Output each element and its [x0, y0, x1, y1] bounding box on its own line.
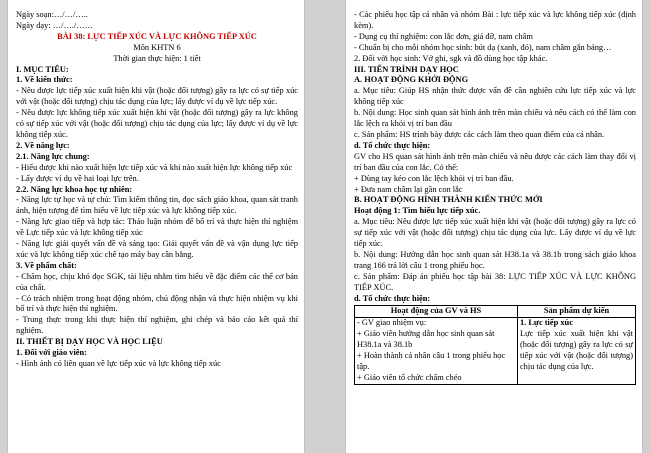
left-page-content — [16, 10, 298, 370]
table-cell-line: + Giáo viên hướng dẫn học sinh quan sát H38.1a và 38.1b — [357, 329, 495, 350]
left-line: - Chăm học, chịu khó đọc SGK, tài liệu nhằm tìm hiểu về đặc điểm các thể cơ bản của chất. — [16, 271, 298, 292]
right-line: d. Tổ chức thực hiện: — [354, 293, 431, 303]
left-line: - Trung thực trong khi thực hiện thí nghiệm, ghi chép và báo cáo kết quả thí nghiệm. — [16, 315, 298, 336]
left-line: 2.2. Năng lực khoa học tự nhiên: — [16, 184, 133, 194]
left-line: - Năng lực giải quyết vấn đề và sáng tạo: Giải quyết vấn đề và vận dụng lực tiếp xúc và lực không tiếp xúc chế tạo máy bay cân bằng. — [16, 239, 298, 259]
right-page — [346, 0, 642, 453]
left-line: - Nêu được lực không tiếp xúc xuất hiện khi vật (hoặc đối tượng) gây ra lực không có sự tiếp xúc với vật (hoặc đối tượng) chịu tác dụng của lực; lấy được ví dụ về lực không tiếp xúc. — [16, 108, 298, 139]
table-cell-line: + Giáo viên tổ chức chấm chéo — [357, 372, 462, 382]
right-line: a. Mục tiêu: Giúp HS nhận thức được vấn đề cần nghiên cứu lực tiếp xúc và lực không tiếp xúc — [354, 86, 636, 107]
right-line: III. TIẾN TRÌNH DẠY HỌC — [354, 64, 459, 74]
left-line: 3. Về phẩm chất: — [16, 260, 77, 270]
right-line: A. HOẠT ĐỘNG KHỞI ĐỘNG — [354, 75, 469, 85]
table-header-cell: Sản phẩm dự kiến — [517, 306, 635, 318]
left-line: - Lấy được ví dụ về hai loại lực trên. — [16, 173, 139, 183]
right-line: Hoạt động 1: Tìm hiểu lực tiếp xúc. — [354, 206, 481, 216]
left-line: 2. Về năng lực: — [16, 140, 70, 150]
left-page — [8, 0, 304, 453]
right-line: B. HOẠT ĐỘNG HÌNH THÀNH KIẾN THỨC MỚI — [354, 195, 543, 205]
right-line: c. Sản phẩm: HS trình bày được các cách làm theo quan điểm của cá nhân. — [354, 129, 605, 139]
table-cell-line: - GV giao nhiệm vụ: — [357, 318, 427, 328]
left-line: - Năng lực giao tiếp và hợp tác: Thảo luận nhóm để bố trí và thực hiện thí nghiệm về Lực tiếp xúc và lực không tiếp xúc — [16, 217, 298, 238]
table-cell-product — [517, 318, 635, 384]
table-cell-line: + Hoàn thành cá nhân câu 1 trong phiếu học tập. — [357, 351, 506, 371]
right-line: - Dụng cụ thí nghiệm: con lắc đơn, giá đỡ, nam châm — [354, 31, 533, 41]
left-line: - Nêu được lực tiếp xúc xuất hiện khi vật (hoặc đối tượng) gây ra lực có sự tiếp xúc với vật (hoặc đối tượng) chịu tác dụng của lực; lấy được ví dụ về lực tiếp xúc. — [16, 86, 298, 107]
left-line: Thời gian thực hiện: 1 tiết — [113, 53, 201, 63]
activity-table — [354, 305, 636, 384]
right-line: c. Sản phẩm: Đáp án phiếu học tập bài 38: LỰC TIẾP XÚC VÀ LỰC KHÔNG TIẾP XÚC. — [354, 271, 636, 292]
table-header-cell: Hoạt động của GV và HS — [355, 306, 518, 318]
right-line: d. Tổ chức thực hiện: — [354, 140, 431, 150]
right-line: a. Mục tiêu: Nêu được lực tiếp xúc xuất hiện khi vật (hoặc đối tượng) gây ra lực có sự tiếp xúc với vật (hoặc đối tượng) chịu tác dụng của lực. Lấy được ví dụ về lực tiếp xúc. — [354, 217, 636, 249]
right-line: + Đưa nam châm lại gần con lắc — [354, 184, 463, 194]
table-cell-activity — [355, 318, 518, 384]
left-line: 1. Đối với giáo viên: — [16, 348, 87, 358]
left-line: I. MỤC TIÊU: — [16, 64, 69, 74]
left-line: BÀI 38: LỰC TIẾP XÚC VÀ LỰC KHÔNG TIẾP XÚC — [57, 31, 257, 41]
left-line: - Có trách nhiệm trong hoạt động nhóm, chủ động nhận và thực hiện nhiệm vụ khi bố trí và thực hiện thí nghiệm. — [16, 293, 298, 314]
table-cell-line: 1. Lực tiếp xúc — [519, 318, 573, 328]
left-line: 1. Về kiến thức: — [16, 75, 73, 85]
right-line: 2. Đối với học sinh: Vở ghi, sgk và đồ dùng học tập khác. — [354, 53, 548, 63]
right-line: GV cho HS quan sát hình ảnh trên màn chiếu và nêu được các cách làm thay đổi vị trí ban đầu của con lắc. Có thể: — [354, 151, 636, 172]
right-line: - Các phiếu học tập cá nhân và nhóm Bài : lực tiếp xúc và lực không tiếp xúc (định kèm). — [354, 10, 636, 30]
right-line: + Dùng tay kéo con lắc lệch khỏi vị trí ban đầu. — [354, 173, 514, 183]
left-line: II. THIẾT BỊ DẠY HỌC VÀ HỌC LIỆU — [16, 337, 163, 347]
right-line: b. Nội dung: Hướng dẫn học sinh quan sát H38.1a và 38.1b trong sách giáo khoa trang 166 trả lời câu 1 trong phiếu học. — [354, 249, 636, 270]
left-line: - Năng lực tự học và tự chủ: Tìm kiếm thông tin, đọc sách giáo khoa, quan sát tranh ảnh, hiện tượng để tìm hiểu về lực tiếp xúc và lực không tiếp xúc. — [16, 195, 298, 216]
left-line: 2.1. Năng lực chung: — [16, 151, 90, 161]
table-cell-line: Lực tiếp xúc xuất hiện khi vật (hoặc đối tượng) gây ra lực có sự tiếp xúc với vật (hoặc đối tượng) chịu tác dụng của lực. — [519, 329, 633, 371]
right-page-content — [354, 10, 636, 385]
left-line: Ngày soạn:…/…/….. — [16, 10, 88, 19]
left-line: Môn KHTN 6 — [133, 42, 181, 52]
left-line: Ngày dạy: …/…./…… — [16, 20, 93, 30]
right-line: - Chuẩn bị cho mỗi nhóm học sinh: bút dạ (xanh, đỏ), nam châm gắn bảng… — [354, 42, 612, 52]
right-line: b. Nội dung: Học sinh quan sát hình ảnh trên màn chiếu và nêu cách có thể làm con lắc lệch ra khỏi vị trí ban đầu — [354, 108, 636, 129]
left-line: - Hình ảnh có liên quan về lực tiếp xúc và lực không tiếp xúc — [16, 359, 221, 368]
left-line: - Hiểu được khi nào xuất hiện lực tiếp xúc và khi nào xuất hiện lực không tiếp xúc — [16, 162, 293, 172]
